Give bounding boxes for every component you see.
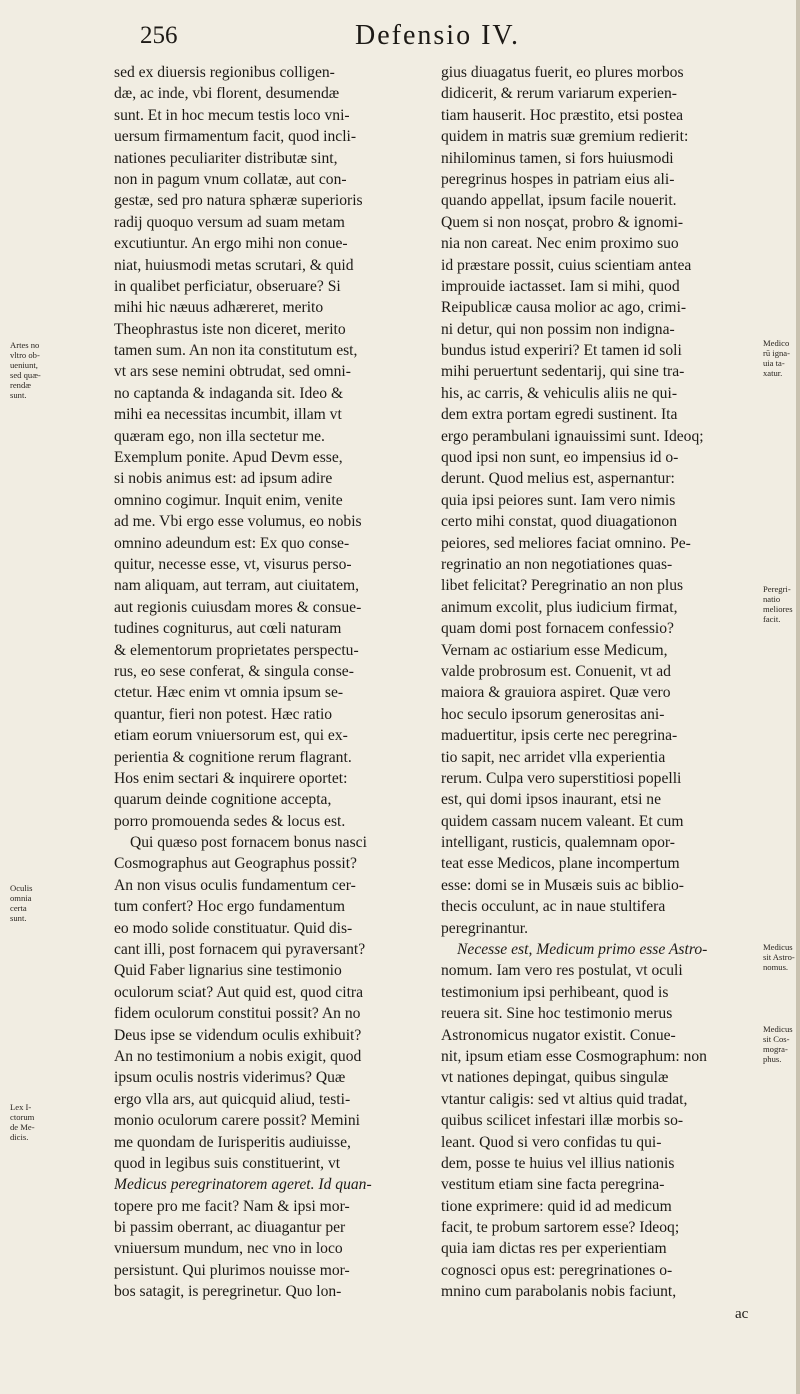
margin-note: [763, 584, 793, 624]
margin-note-line: Medico: [763, 338, 790, 348]
text-line: Hos enim sectari & inquirere oportet:: [114, 769, 348, 787]
text-line: dem, posse te huius vel illius nationis: [441, 1154, 675, 1172]
margin-note-line: facit.: [763, 614, 781, 624]
text-line: tione exprimere: quid id ad medicum: [441, 1197, 672, 1215]
text-line: quarum deinde cognitione accepta,: [114, 791, 332, 809]
text-line: quia iam dictas res per experientiam: [441, 1240, 667, 1258]
text-line: est, qui domi ipsos inaurant, etsi ne: [441, 791, 662, 809]
text-line: ni detur, qui non possim non indigna-: [441, 320, 675, 338]
text-line: quidem cassam nucem valeant. Et cum: [441, 812, 684, 830]
text-line: & elementorum proprietates perspectu-: [114, 641, 359, 659]
margin-note-line: Peregri-: [763, 584, 791, 594]
text-line: nam aliquam, aut terram, aut ciuitatem,: [114, 577, 360, 595]
margin-note-line: phus.: [763, 1054, 782, 1064]
text-line: regrinatio an non negotiationes quas-: [441, 555, 673, 573]
text-line: peregrinus hospes in patriam eius ali-: [441, 170, 675, 188]
catchword: ac: [735, 1306, 749, 1322]
text-line: bos satagit, is peregrinetur. Quo lon-: [114, 1283, 342, 1301]
text-line: nationes peculiariter distributæ sint,: [114, 149, 338, 167]
text-line: hoc seculo ipsorum generositas ani-: [441, 705, 665, 723]
text-line: nihilominus tamen, si fors huiusmodi: [441, 149, 674, 167]
text-line: nia non careat. Nec enim proximo suo: [441, 235, 679, 253]
text-line: sed ex diuersis regionibus colligen-: [114, 64, 335, 81]
text-line: fidem oculorum constitui possit? An no: [114, 1005, 361, 1023]
margin-note-line: sit Cos-: [763, 1034, 790, 1044]
margin-note-line: sed quæ-: [10, 370, 41, 380]
text-line: vt ars sese nemini obtrudat, sed omni-: [114, 363, 351, 381]
text-line: excutiuntur. An ergo mihi non conue-: [114, 235, 348, 253]
margin-note-line: Medicus: [763, 942, 793, 952]
text-line: tio sapit, nec arridet vlla experientia: [441, 748, 666, 766]
text-line: mihi peruertunt sedentarij, qui sine tra-: [441, 363, 685, 381]
text-line: omnino cogimur. Inquit enim, venite: [114, 491, 343, 509]
text-line: Medicus peregrinatorem ageret. Id quan-: [114, 1176, 372, 1194]
text-line: nit, ipsum etiam esse Cosmographum: non: [441, 1047, 707, 1065]
margin-note-line: ueniunt,: [10, 360, 38, 370]
page-header: [0, 20, 800, 56]
text-line: gestæ, sed pro natura sphæræ superioris: [114, 192, 363, 210]
margin-note-line: xatur.: [763, 368, 783, 378]
margin-note-line: sit Astro-: [763, 952, 795, 962]
text-line: An non visus oculis fundamentum cer-: [114, 876, 356, 894]
text-line: tamen sum. An non ita constitutum est,: [114, 342, 358, 360]
text-line: reuera sit. Sine hoc testimonio merus: [441, 1005, 673, 1023]
margin-note-line: mogra-: [763, 1044, 788, 1054]
text-line: cant illi, post fornacem qui pyraversant?: [114, 941, 366, 959]
margin-note-line: Oculis: [10, 883, 33, 893]
page-number: 256: [140, 22, 178, 49]
margin-note-line: sunt.: [10, 913, 27, 923]
margin-note-line: certa: [10, 903, 27, 913]
text-line: maiora & grauiora aspiret. Quæ vero: [441, 684, 671, 702]
text-line: quam domi post fornacem confessio?: [441, 620, 674, 638]
text-line: quitur, necesse esse, vt, visurus perso-: [114, 555, 352, 573]
text-line: quidem in matris suæ gremium redierit:: [441, 128, 689, 146]
text-line: thecis occulunt, ac in naue stultifera: [441, 898, 666, 916]
right-text-column: [441, 62, 761, 1303]
text-line: ergo perambulani ignauissimi sunt. Ideoq;: [441, 427, 704, 445]
text-line: sunt. Et in hoc mecum testis loco vni-: [114, 106, 350, 124]
left-text-column: [114, 62, 436, 1303]
text-line: cognosci opus est: peregrinationes o-: [441, 1261, 673, 1279]
text-line: vestitum etiam sine facta peregrina-: [441, 1176, 665, 1194]
text-line: perientia & cognitione rerum flagrant.: [114, 748, 352, 766]
text-line: mnino cum parabolanis nobis faciunt,: [441, 1283, 677, 1301]
page-edge: [796, 0, 800, 1394]
margin-note-line: natio: [763, 594, 781, 604]
text-line: tudines cogniturus, aut cœli naturam: [114, 620, 342, 638]
text-line: bi passim oberrant, ac diuagantur per: [114, 1219, 346, 1237]
margin-note: [10, 883, 32, 923]
text-line: quod in legibus suis constituerint, vt: [114, 1154, 341, 1172]
text-line: derunt. Quod melius est, aspernantur:: [441, 470, 675, 488]
text-line: no captanda & indaganda sit. Ideo &: [114, 384, 344, 402]
text-line: facit, te probum sartorem esse? Ideoq;: [441, 1219, 680, 1237]
margin-note-line: Medicus: [763, 1024, 793, 1034]
text-line: rerum. Culpa vero superstitiosi popelli: [441, 769, 682, 787]
text-line: ergo vlla ars, aut quicquid aliud, testi-: [114, 1090, 351, 1108]
text-line: dem extra portam egredi sustinent. Ita: [441, 406, 678, 424]
text-line: Reipublicæ causa molior ac ago, crimi-: [441, 299, 687, 317]
margin-note-line: uia ta-: [763, 358, 785, 368]
text-line: ad me. Vbi ergo esse volumus, eo nobis: [114, 513, 362, 531]
text-line: Vernam ac ostiarium esse Medicum,: [441, 641, 668, 659]
text-line: id præstare possit, cuius scientiam antea: [441, 256, 692, 274]
text-line: teat esse Medicos, plane incompertum: [441, 855, 680, 873]
text-line: quod ipsi non sunt, eo impensius id o-: [441, 449, 679, 467]
running-head: Defensio IV.: [355, 20, 521, 51]
text-line: mihi ea necessitas incumbit, illam vt: [114, 406, 342, 424]
margin-note: [10, 1102, 35, 1142]
text-line: peregrinantur.: [441, 919, 529, 937]
text-line: nomum. Iam vero res postulat, vt oculi: [441, 962, 683, 980]
text-line: Necesse est, Medicum primo esse Astro-: [457, 941, 708, 959]
text-line: quando appellat, ipsum facile nouerit.: [441, 192, 677, 210]
text-line: quantur, fieri non potest. Hæc ratio: [114, 705, 333, 723]
margin-note-line: vltro ob-: [10, 350, 40, 360]
text-line: topere pro me facit? Nam & ipsi mor-: [114, 1197, 350, 1215]
text-line: his, ac carris, & vehiculis aliis ne qui-: [441, 384, 678, 402]
text-line: etiam eorum vniuersorum est, qui ex-: [114, 727, 348, 745]
text-line: improuide iactasset. Iam si mihi, quod: [441, 277, 680, 295]
text-line: ctetur. Hæc enim vt omnia ipsum se-: [114, 684, 344, 702]
text-line: persistunt. Qui plurimos nouisse mor-: [114, 1261, 350, 1279]
text-line: si nobis animus est: ad ipsum adire: [114, 470, 333, 488]
text-line: vtantur caligis: sed vt altius quid tradat,: [441, 1090, 688, 1108]
text-line: Quem si non nosçat, probro & ignomi-: [441, 213, 684, 231]
text-line: certo mihi constat, quod diuagationon: [441, 513, 678, 531]
text-line: oculorum sciat? Aut quid est, quod citra: [114, 983, 364, 1001]
text-line: didicerit, & rerum variarum experien-: [441, 85, 677, 103]
text-line: radij quoquo versum ad suam metam: [114, 213, 345, 231]
text-line: aut regionis cuiusdam mores & consue-: [114, 598, 362, 616]
margin-note: [763, 1024, 793, 1064]
text-line: Quid Faber lignarius sine testimonio: [114, 962, 342, 980]
text-line: An no testimonium a nobis exigit, quod: [114, 1047, 362, 1065]
margin-note: [763, 942, 795, 972]
margin-note-line: rendæ: [10, 380, 32, 390]
margin-note-line: dicis.: [10, 1132, 29, 1142]
text-line: dæ, ac inde, vbi florent, desumendæ: [114, 85, 340, 103]
text-line: valde probrosum est. Conuenit, vt ad: [441, 662, 671, 680]
text-line: in qualibet perficiatur, obseruare? Si: [114, 277, 341, 295]
margin-note-line: nomus.: [763, 962, 789, 972]
text-line: monio oculorum carere possit? Memini: [114, 1112, 360, 1130]
text-line: Theophrastus iste non diceret, merito: [114, 320, 346, 338]
text-line: porro promouenda sedes & locus est.: [114, 812, 346, 830]
margin-note-line: de Me-: [10, 1122, 35, 1132]
text-line: Exemplum ponite. Apud Devm esse,: [114, 449, 343, 467]
text-line: me quondam de Iurisperitis audiuisse,: [114, 1133, 351, 1151]
text-line: animum excolit, plus iudicium firmat,: [441, 598, 678, 616]
text-line: mihi hic næuus adhæreret, merito: [114, 299, 324, 317]
text-line: Cosmographus aut Geographus possit?: [114, 855, 357, 873]
margin-note-line: Artes no: [10, 340, 40, 350]
margin-note: [10, 340, 41, 400]
margin-note: [763, 338, 790, 378]
text-line: ipsum oculis nostris viderimus? Quæ: [114, 1069, 346, 1087]
text-line: leant. Quod si vero confidas tu qui-: [441, 1133, 662, 1151]
text-line: bundus istud experiri? Et tamen id soli: [441, 342, 682, 360]
text-line: tiam hauserit. Hoc præstito, etsi postea: [441, 106, 684, 124]
text-line: Astronomicus nugator existit. Conue-: [441, 1026, 676, 1044]
text-line: testimonium ipsi perhibeant, quod is: [441, 983, 669, 1001]
text-line: niat, huiusmodi metas scrutari, & quid: [114, 256, 354, 274]
text-line: rus, eo sese conferat, & singula conse-: [114, 662, 354, 680]
text-line: quæram ego, non illa sectetur me.: [114, 427, 325, 445]
text-line: quibus scilicet infestari illæ morbis so-: [441, 1112, 684, 1130]
text-line: peiores, sed meliores faciat omnino. Pe-: [441, 534, 691, 552]
text-line: gius diuagatus fuerit, eo plures morbos: [441, 64, 684, 81]
text-line: libet felicitat? Peregrinatio an non plus: [441, 577, 684, 595]
text-line: vniuersum mundum, nec vno in loco: [114, 1240, 343, 1258]
text-line: vt nationes depingat, quibus singulæ: [441, 1069, 669, 1087]
margin-note-line: sunt.: [10, 390, 27, 400]
margin-note-line: rū igna-: [763, 348, 790, 358]
text-line: omnino adeundum est: Ex quo conse-: [114, 534, 350, 552]
text-line: tum confert? Hoc ergo fundamentum: [114, 898, 345, 916]
margin-note-line: omnia: [10, 893, 32, 903]
text-line: esse: domi se in Musæis suis ac biblio-: [441, 876, 684, 894]
text-line: non in pagum vnum collatæ, aut con-: [114, 170, 347, 188]
text-line: uersum firmamentum facit, quod incli-: [114, 128, 357, 146]
text-line: intelligant, rusticis, qualemnam opor-: [441, 834, 675, 852]
margin-note-line: Lex I-: [10, 1102, 32, 1112]
text-line: maduertitur, ipsis certe nec peregrina-: [441, 727, 678, 745]
text-line: Qui quæso post fornacem bonus nasci: [130, 834, 367, 852]
margin-note-line: ctorum: [10, 1112, 35, 1122]
text-line: quia ipsi peiores sunt. Iam vero nimis: [441, 491, 676, 509]
text-line: Deus ipse se videndum oculis exhibuit?: [114, 1026, 362, 1044]
text-line: eo modo solide constituatur. Quid dis-: [114, 919, 353, 937]
margin-note-line: meliores: [763, 604, 793, 614]
